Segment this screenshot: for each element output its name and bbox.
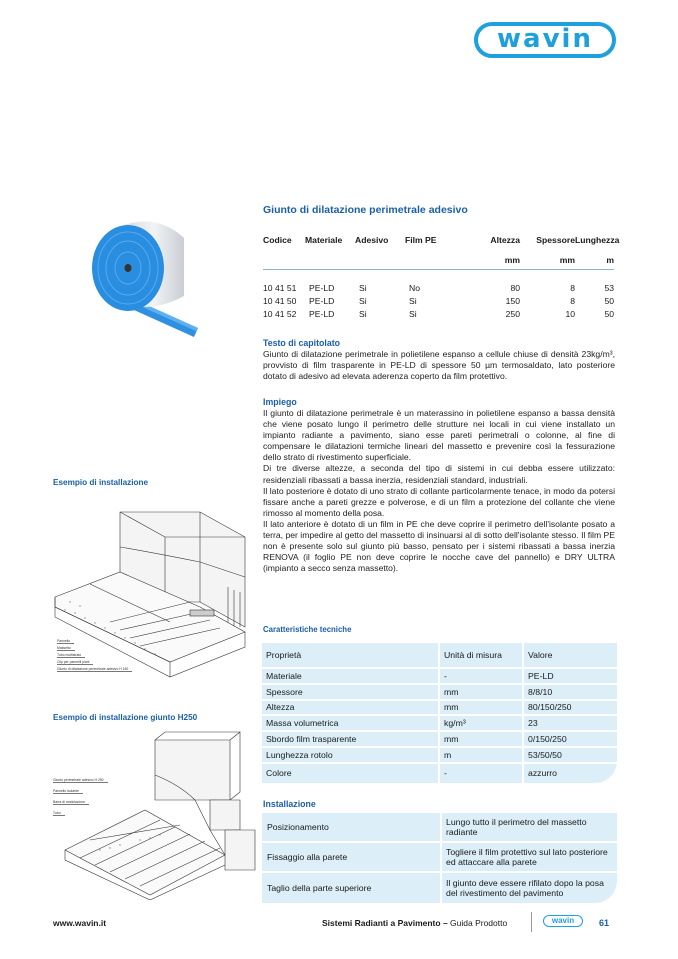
- header-unita: Unità di misura: [440, 643, 524, 667]
- diagram-label: Tubo: [53, 811, 65, 816]
- installation-drawing-h250-icon: [50, 730, 260, 900]
- cell-spessore: 10: [565, 308, 575, 319]
- footer-guide-sep: –: [440, 918, 451, 928]
- cell-materiale: PE-LD: [309, 282, 335, 293]
- installation-diagram-1: [50, 492, 250, 682]
- footer-wavin-logo: [543, 915, 583, 927]
- diagram-label: Pannello: [57, 639, 74, 644]
- header-proprieta: Proprietà: [262, 643, 440, 667]
- cell-description: Togliere il film protettivo sul lato posteriore ed attaccare alla parete: [446, 846, 608, 867]
- table-row: [262, 732, 617, 748]
- cell-film-pe: Si: [409, 295, 417, 306]
- cell-materiale: PE-LD: [309, 295, 335, 306]
- cell-altezza: 150: [505, 295, 520, 306]
- cell-adesivo: Si: [359, 295, 367, 306]
- table-row: [262, 764, 617, 783]
- cell-lunghezza: 50: [604, 308, 614, 319]
- footer-guide-title: [322, 918, 507, 928]
- cell-proprieta: Lunghezza rotolo: [262, 748, 440, 762]
- product-table-header: [263, 233, 620, 247]
- diagram-label: Barra di modulazione: [53, 800, 89, 805]
- footer-divider: [531, 912, 532, 932]
- cell-proprieta: Altezza: [262, 701, 440, 715]
- cell-lunghezza: 53: [604, 282, 614, 293]
- table-row: [262, 669, 617, 685]
- cell-unita: mm: [440, 701, 524, 715]
- diagram-label: Massetto: [57, 646, 75, 651]
- installation-diagram-2: [50, 730, 260, 900]
- installazione-table: [262, 813, 617, 903]
- table-row: [262, 716, 617, 732]
- cell-lunghezza: 50: [604, 295, 614, 306]
- cell-codice: 10 41 51: [263, 282, 297, 293]
- col-adesivo: Adesivo: [355, 235, 389, 245]
- unit-altezza: mm: [504, 254, 520, 265]
- wavin-logo: [474, 22, 616, 58]
- cell-valore: azzurro: [528, 768, 557, 779]
- cell-step: Posizionamento: [262, 813, 442, 841]
- header-valore: Valore: [528, 650, 553, 660]
- cell-step: Fissaggio alla parete: [262, 843, 442, 871]
- caratteristiche-header: [262, 643, 617, 669]
- example-2-caption: Esempio di installazione giunto H250: [53, 713, 198, 722]
- cell-description: Lungo tutto il perimetro del massetto radiante: [446, 816, 587, 837]
- cell-film-pe: Si: [409, 308, 417, 319]
- cell-materiale: PE-LD: [309, 308, 335, 319]
- impiego-heading: Impiego: [263, 397, 297, 407]
- cell-unita: mm: [440, 732, 524, 746]
- diagram-label: Pannello isolante: [53, 789, 83, 794]
- cell-altezza: 250: [505, 308, 520, 319]
- col-codice: Codice: [263, 235, 292, 245]
- cell-adesivo: Si: [359, 282, 367, 293]
- col-film-pe: Film PE: [405, 235, 437, 245]
- diagram-label: Clip per pannelli piani: [57, 660, 93, 665]
- cell-unita: -: [440, 764, 524, 783]
- cell-altezza: 80: [510, 282, 520, 293]
- cell-proprieta: Materiale: [262, 669, 440, 683]
- cell-spessore: 8: [570, 282, 575, 293]
- table-row: [262, 813, 617, 843]
- cell-valore: 53/50/50: [528, 749, 562, 760]
- product-title: Giunto di dilatazione perimetrale adesivo: [263, 204, 468, 216]
- cell-proprieta: Colore: [262, 764, 440, 783]
- cell-film-pe: No: [409, 282, 420, 293]
- capitolato-text: Giunto di dilatazione perimetrale in polietilene espanso a cellule chiuse di densità 23kg/m³, provvisto di film trasparente in PE-LD di spessore 50 µm termosaldato, lato posteriore dotato di adesivo ad elevata aderenza coperto da film protettivo.: [263, 349, 615, 382]
- diagram-label: Giunto perimetrale adesivo H 250: [53, 778, 108, 783]
- impiego-text: [263, 408, 615, 574]
- logo-text: wavin: [497, 23, 593, 54]
- page-number: 61: [599, 918, 610, 928]
- unit-lunghezza: m: [606, 254, 614, 265]
- impiego-paragraph: Il giunto di dilatazione perimetrale è un materassino in polietilene espanso a bassa densità che viene posato lungo il perimetro delle strutture nei locali in cui viene installato un impianto radiante a pavimento, siano esse pareti perimetrali o colonne, al fine di compensare le dilatazioni termiche lineari del massetto e prevenire così la fessurazione dello strato di rivestimento superficiale.: [263, 408, 615, 463]
- product-table: [263, 233, 620, 320]
- footer-website-link[interactable]: www.wavin.it: [53, 918, 107, 928]
- table-divider: [263, 269, 614, 270]
- table-row: [262, 748, 617, 764]
- cell-unita: -: [440, 669, 524, 683]
- capitolato-heading: Testo di capitolato: [263, 338, 341, 348]
- col-altezza: Altezza: [490, 235, 520, 245]
- cell-description: Il giunto deve essere rifilato dopo la posa del rivestimento del pavimento: [446, 877, 604, 898]
- cell-valore: 8/8/10: [528, 686, 553, 697]
- product-table-units: [263, 253, 614, 266]
- impiego-paragraph: Il lato anteriore è dotato di un film in PE che deve coprire il perimetro dell'isolante posato a terra, per impedire al getto del massetto di insinuarsi al di sotto dell'isolante stesso. Il film PE non è presente solo sul giunto più basso, pensato per i sistemi ribassati a bassa inerzia RENOVA (il foglio PE non deve coprire le nocche cave del pannello) e DRY ULTRA (impianto a secco senza massetto).: [263, 518, 615, 574]
- cell-codice: 10 41 50: [263, 295, 297, 306]
- footer-guide-rest: Guida Prodotto: [450, 918, 508, 928]
- table-row: [262, 843, 617, 873]
- foam-roll-icon: [88, 210, 208, 340]
- cell-valore: PE-LD: [528, 670, 554, 681]
- footer-logo-text: wavin: [551, 915, 575, 925]
- cell-unita: m: [440, 748, 524, 762]
- table-row: [263, 281, 614, 294]
- table-row: [262, 873, 617, 903]
- footer-guide-bold: Sistemi Radianti a Pavimento: [322, 918, 441, 928]
- col-lunghezza: Lunghezza: [575, 235, 620, 245]
- caratteristiche-table: [262, 643, 617, 783]
- cell-valore: 23: [528, 718, 538, 729]
- table-row: [263, 307, 614, 320]
- cell-adesivo: Si: [359, 308, 367, 319]
- cell-unita: kg/m³: [440, 716, 524, 730]
- cell-codice: 10 41 52: [263, 308, 297, 319]
- cell-proprieta: Sbordo film trasparente: [262, 732, 440, 746]
- col-spessore: Spessore: [536, 235, 575, 245]
- impiego-paragraph: Il lato posteriore è dotato di uno strato di collante particolarmente tenace, in modo da potersi fissare anche a pareti grezze e polverose, e di un film a protezione del collante che viene rimosso al momento della posa.: [263, 485, 615, 518]
- impiego-paragraph: Di tre diverse altezze, a seconda del tipo di sistemi in cui debba essere utilizzato: residenziali ribassati a bassa inerzia, residenziali standard, industriali.: [263, 463, 615, 485]
- cell-proprieta: Massa volumetrica: [262, 716, 440, 730]
- col-materiale: Materiale: [305, 235, 343, 245]
- example-1-caption: Esempio di installazione: [53, 478, 149, 487]
- product-roll-image: [88, 210, 208, 340]
- cell-valore: 0/150/250: [528, 734, 567, 745]
- cell-spessore: 8: [570, 295, 575, 306]
- cell-step: Taglio della parte superiore: [262, 873, 442, 903]
- diagram-label: Giunto di dilatazione perimetrale adesivo H 150: [57, 667, 132, 672]
- cell-proprieta: Spessore: [262, 685, 440, 699]
- table-row: [262, 701, 617, 717]
- table-row: [262, 685, 617, 701]
- table-row: [263, 294, 614, 307]
- cell-valore: 80/150/250: [528, 702, 572, 713]
- unit-spessore: mm: [559, 254, 575, 265]
- diagram-label: Tubo multistrato: [57, 653, 85, 658]
- installazione-heading: Installazione: [263, 799, 316, 809]
- caratteristiche-heading: Caratteristiche tecniche: [263, 625, 352, 634]
- cell-unita: mm: [440, 685, 524, 699]
